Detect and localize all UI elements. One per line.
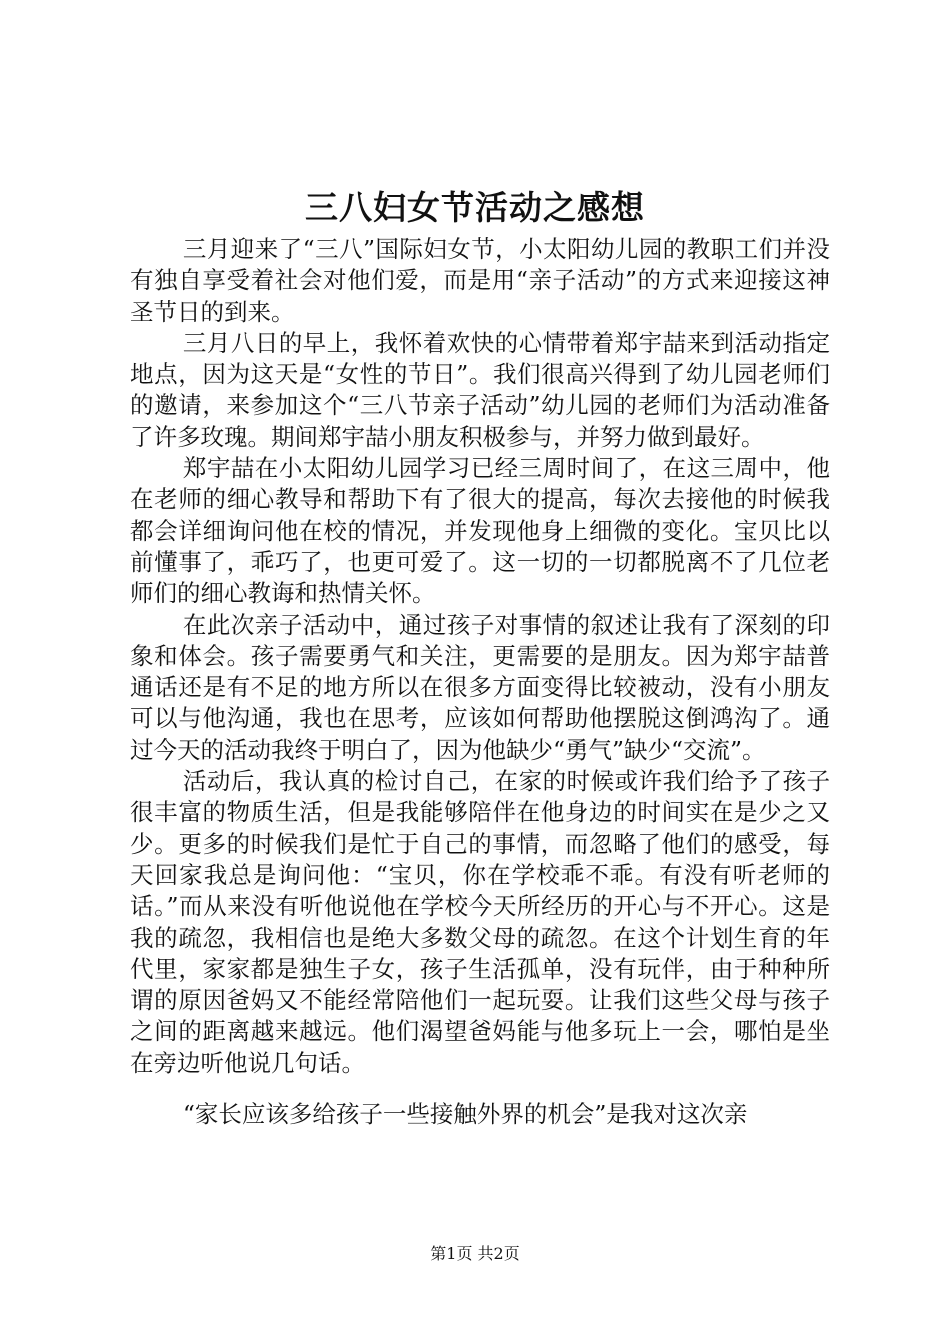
paragraph-6: “家长应该多给孩子一些接触外界的机会”是我对这次亲	[182, 1100, 748, 1129]
page-footer: 第1页 共2页	[430, 1244, 520, 1263]
paragraph-1: 三月迎来了“三八”国际妇女节，小太阳幼儿园的教职工们并没有独自享受着社会对他们爱，而是用“亲子活动”的方式来迎接这神圣节日的到来。	[130, 235, 830, 326]
document-body	[130, 234, 830, 1130]
page-title: 三八妇女节活动之感想	[305, 188, 645, 227]
paragraph-5: 活动后，我认真的检讨自己，在家的时候或许我们给予了孩子很丰富的物质生活，但是我能够陪伴在他身边的时间实在是少之又少。更多的时候我们是忙于自己的事情，而忽略了他们的感受，每天回家我总是询问他：“宝贝，你在学校乖不乖。有没有听老师的话。”而从来没有听他说他在学校今天所经历的开心与不开心。这是我的疏忽，我相信也是绝大多数父母的疏忽。在这个计划生育的年代里，家家都是独生子女，孩子生活孤单，没有玩伴，由于种种所谓的原因爸妈又不能经常陪他们一起玩耍。让我们这些父母与孩子之间的距离越来越远。他们渴望爸妈能与他多玩上一会，哪怕是坐在旁边听他说几句话。	[130, 767, 830, 1077]
paragraph-3: 郑宇喆在小太阳幼儿园学习已经三周时间了，在这三周中，他在老师的细心教导和帮助下有了很大的提高，每次去接他的时候我都会详细询问他在校的情况，并发现他身上细微的变化。宝贝比以前懂事了，乖巧了，也更可爱了。这一切的一切都脱离不了几位老师们的细心教诲和热情关怀。	[130, 454, 830, 608]
paragraph-2: 三月八日的早上，我怀着欢快的心情带着郑宇喆来到活动指定地点，因为这天是“女性的节日”。我们很高兴得到了幼儿园老师们的邀请，来参加这个“三八节亲子活动”幼儿园的老师们为活动准备了许多玫瑰。期间郑宇喆小朋友积极参与，并努力做到最好。	[130, 328, 830, 451]
paragraph-4: 在此次亲子活动中，通过孩子对事情的叙述让我有了深刻的印象和体会。孩子需要勇气和关注，更需要的是朋友。因为郑宇喆普通话还是有不足的地方所以在很多方面变得比较被动，没有小朋友可以与他沟通，我也在思考，应该如何帮助他摆脱这倒鸿沟了。通过今天的活动我终于明白了，因为他缺少“勇气”缺少“交流”。	[130, 610, 830, 764]
